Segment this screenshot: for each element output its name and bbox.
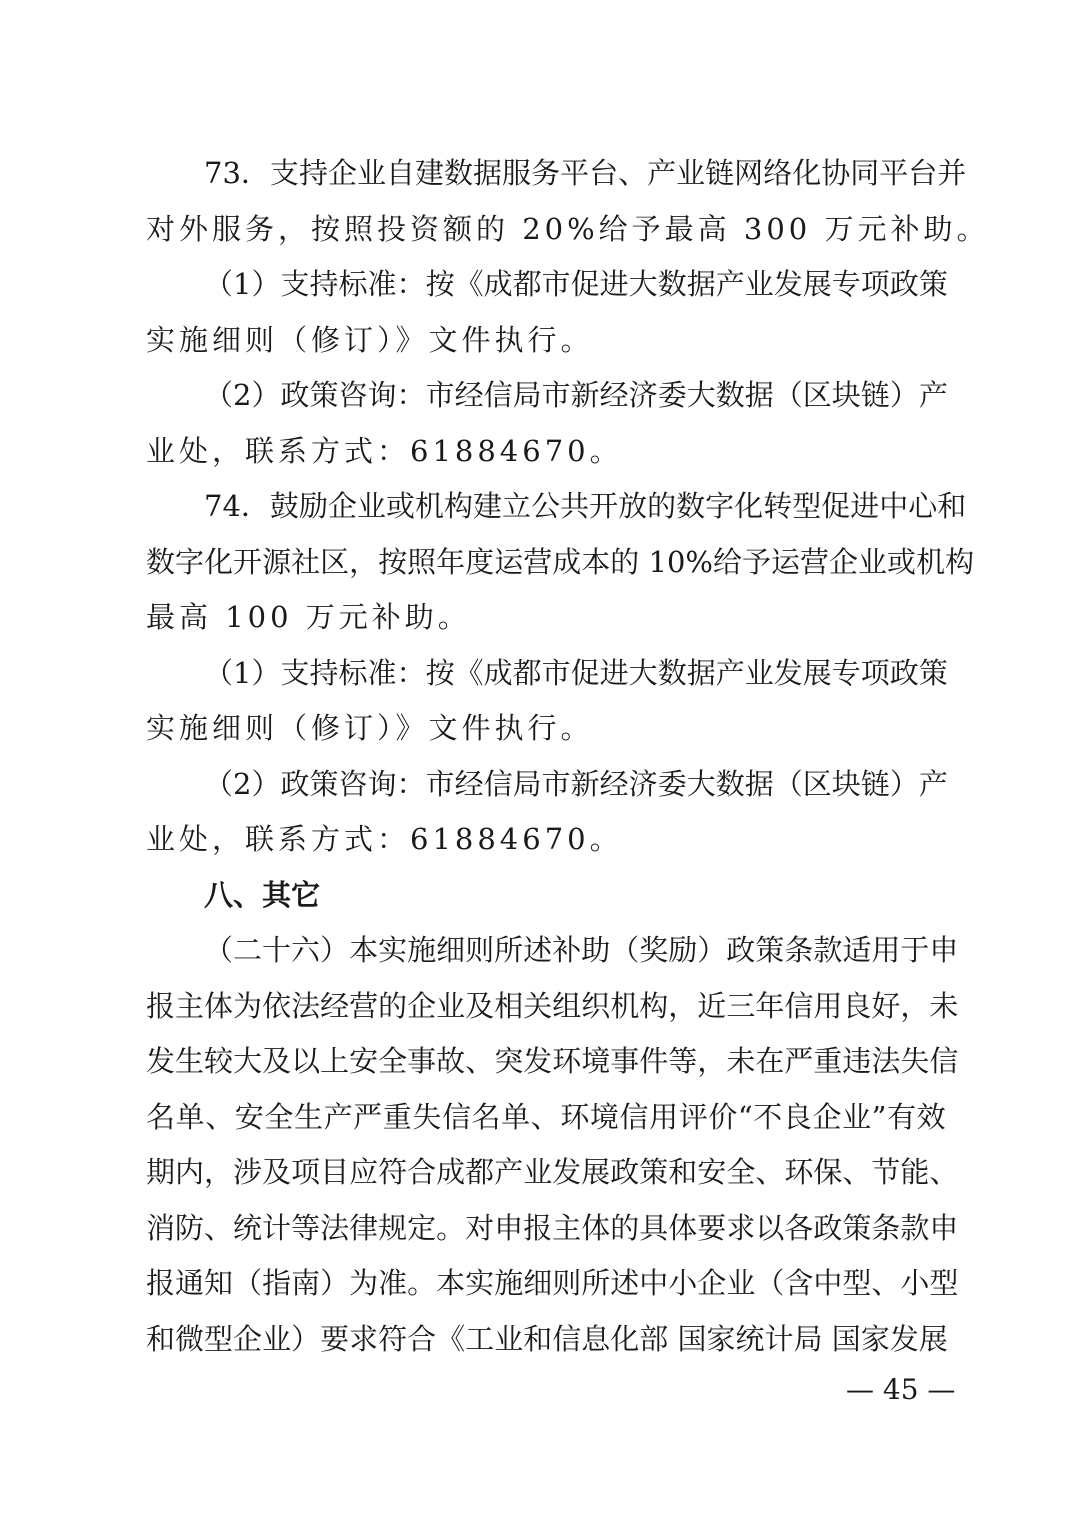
text-line: （ 2 ） 政 策 咨 询 ： 市 经 信 局 市 新 经 济 委 大 数 据 （ 区 块 链 ） 产 bbox=[204, 766, 948, 801]
text-line: 对外服务，按照投资额的 20%给予最高 300 万元补助。 bbox=[146, 211, 990, 246]
text-line: 业处，联系方式：61884670。 bbox=[146, 433, 623, 468]
page-number: — 45 — bbox=[846, 1373, 956, 1406]
text-line: 消 防 、 统 计 等 法 律 规 定 。 对 申 报 主 体 的 具 体 要 求 以 各 政 策 条 款 申 bbox=[146, 1210, 959, 1245]
text-line: 和 微 型 企 业 ） 要 求 符 合 《 工 业 和 信 息 化 部 国 家 统 计 局 国 家 发 展 bbox=[146, 1321, 948, 1356]
text-line: 7 4 ． 鼓 励 企 业 或 机 构 建 立 公 共 开 放 的 数 字 化 转 型 促 进 中 心 和 bbox=[204, 489, 967, 523]
text-line: 报 通 知 （ 指 南 ） 为 准 。 本 实 施 细 则 所 述 中 小 企 业 （ 含 中 型 、 小 型 bbox=[146, 1266, 959, 1300]
text-line: 实施细则（修订）》文件执行。 bbox=[146, 711, 594, 745]
text-line: 业处，联系方式：61884670。 bbox=[146, 822, 623, 856]
text-line: 名 单 、 安 全 生 产 严 重 失 信 名 单 、 环 境 信 用 评 价 “ 不 良 企 业 ” 有 效 bbox=[146, 1099, 946, 1134]
text-line: 期 内 ， 涉 及 项 目 应 符 合 成 都 产 业 发 展 政 策 和 安 全 、 环 保 、 节 能 、 bbox=[146, 1155, 959, 1189]
document-body bbox=[146, 146, 990, 1367]
text-line: 报 主 体 为 依 法 经 营 的 企 业 及 相 关 组 织 机 构 ， 近 三 年 信 用 良 好 ， 未 bbox=[146, 988, 959, 1023]
text-line: 发 生 较 大 及 以 上 安 全 事 故 、 突 发 环 境 事 件 等 ， 未 在 严 重 违 法 失 信 bbox=[146, 1044, 959, 1078]
text-line: 最高 100 万元补助。 bbox=[146, 600, 471, 634]
text-line: （ 1 ） 支 持 标 准 ： 按 《 成 都 市 促 进 大 数 据 产 业 发 展 专 项 政 策 bbox=[204, 267, 948, 301]
text-line: 实施细则（修订）》文件执行。 bbox=[146, 322, 594, 357]
text-line: 数 字 化 开 源 社 区 ， 按 照 年 度 运 营 成 本 的 1 0 % 给 予 运 营 企 业 或 机 构 bbox=[146, 544, 975, 579]
text-line: （ 1 ） 支 持 标 准 ： 按 《 成 都 市 促 进 大 数 据 产 业 发 展 专 项 政 策 bbox=[204, 655, 948, 690]
text-line: （ 2 ） 政 策 咨 询 ： 市 经 信 局 市 新 经 济 委 大 数 据 （ 区 块 链 ） 产 bbox=[204, 378, 948, 412]
section-heading: 八、其它 bbox=[204, 877, 321, 912]
text-line: 7 3 ． 支 持 企 业 自 建 数 据 服 务 平 台 、 产 业 链 网 络 化 协 同 平 台 并 bbox=[204, 156, 967, 190]
text-line: （ 二 十 六 ） 本 实 施 细 则 所 述 补 助 （ 奖 励 ） 政 策 条 款 适 用 于 申 bbox=[204, 933, 959, 967]
